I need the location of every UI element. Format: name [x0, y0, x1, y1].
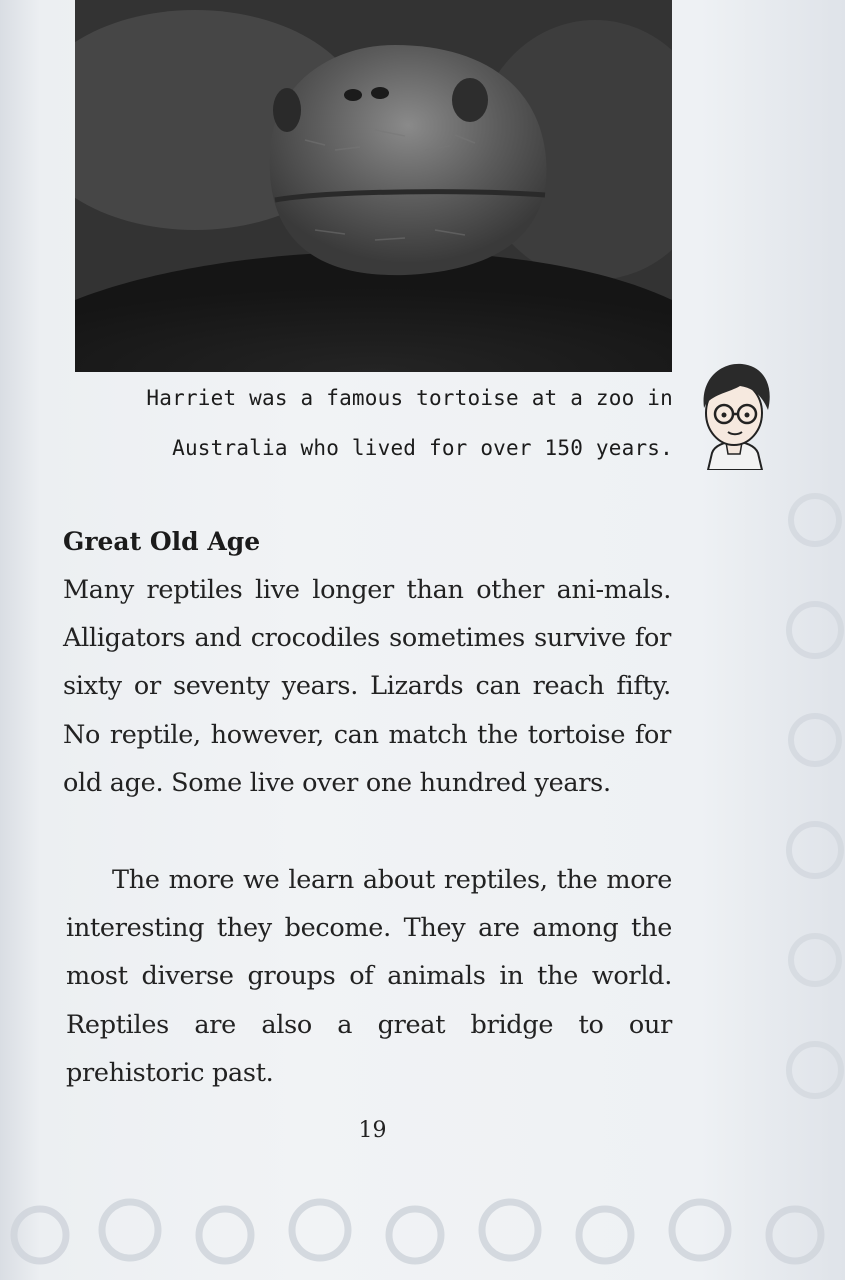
decorative-border-bottom [0, 1185, 845, 1280]
photo-caption-line1: Harriet was a famous tortoise at a zoo in [146, 386, 673, 410]
tortoise-head-icon [75, 0, 672, 372]
paragraph-2: The more we learn about reptiles, the more interesting they become. They are among the most diverse groups of animals in the world. Reptiles are also a great bridge to our prehistoric past. [66, 865, 672, 1088]
paragraph-1: Many reptiles live longer than other ani-mals. Alligators and crocodiles sometimes survive for sixty or seventy years. Lizards can reach fifty. No reptile, however, can match the tortoise for old age. Some live over one hundred years. [63, 575, 671, 798]
decorative-border-right [775, 480, 845, 1180]
section-heading: Great Old Age [63, 527, 261, 556]
boy-with-glasses-icon [692, 358, 776, 470]
tortoise-photo [75, 0, 672, 372]
photo-caption-line2: Australia who lived for over 150 years. [172, 436, 673, 460]
page-number: 19 [358, 1118, 387, 1143]
